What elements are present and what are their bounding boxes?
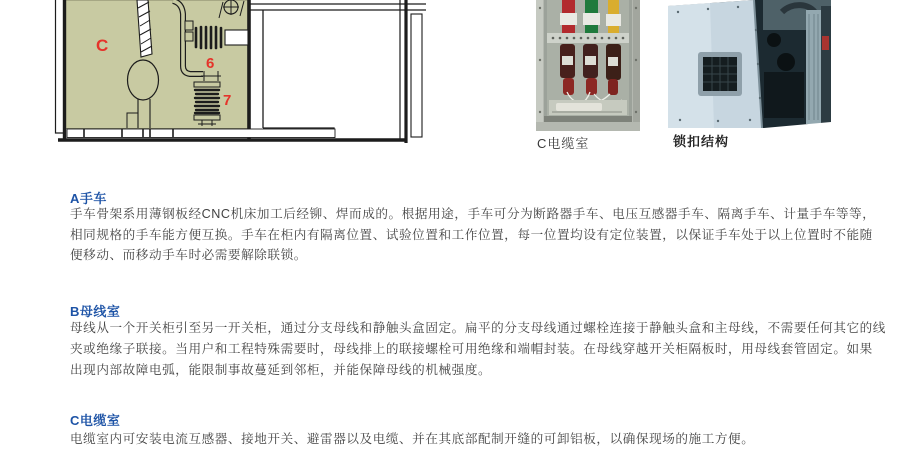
- part-label-6: 6: [206, 55, 215, 72]
- section-b-paragraph: [70, 318, 886, 381]
- switchgear-cross-section-diagram: [54, 0, 426, 144]
- compartment-label-c: C: [96, 36, 109, 55]
- section-heading-a-handcart: A手车: [70, 191, 107, 206]
- paragraph-line: 相同规格的手车能方便互换。手车在柜内有隔离位置、试验位置和工作位置，每一位置均设有定位装置，以保证手车处于以上位置时不能随: [70, 227, 873, 242]
- paragraph-line: 出现内部故障电弧，能限制事故蔓延到邻柜，并能保障母线的机械强度。: [70, 363, 492, 377]
- section-heading-b-busbar-room: B母线室: [70, 304, 121, 319]
- paragraph-line: 母线从一个开关柜引至另一开关柜，通过分支母线和静触头盒固定。扁平的分支母线通过螺栓连接于静触头盒和主母线，不需要任何其它的线: [70, 321, 886, 335]
- paragraph-line: 便移动、而移动手车时必需要解除联锁。: [70, 248, 307, 262]
- section-heading-c-cable-room: C电缆室: [70, 413, 121, 428]
- paragraph-line: 夹或绝缘子联接。当用户和工程特殊需要时，母线排上的联接螺栓可用绝缘和端帽封装。在母线穿越开关柜隔板时，用母线套管固定。如果: [70, 342, 873, 356]
- lock-structure-photo: [668, 0, 831, 128]
- paragraph-line: 电缆室内可安装电流互感器、接地开关、避雷器以及电缆、并在其底部配制开缝的可卸铝板，以确保现场的施工方便。: [70, 432, 755, 446]
- cable-compartment-photo: [536, 0, 640, 131]
- photo-caption-lock-structure: 锁扣结构: [673, 134, 730, 149]
- photo-caption-cable-compartment: C电缆室: [537, 136, 590, 151]
- paragraph-line: 手车骨架系用薄钢板经CNC机床加工后经铆、焊而成的。根据用途，手车可分为断路器手车、电压互感器手车、隔离手车、计量手车等等，: [70, 207, 876, 221]
- section-c-paragraph: [70, 429, 754, 449]
- part-label-7: 7: [223, 92, 232, 109]
- section-a-paragraph: [70, 204, 875, 266]
